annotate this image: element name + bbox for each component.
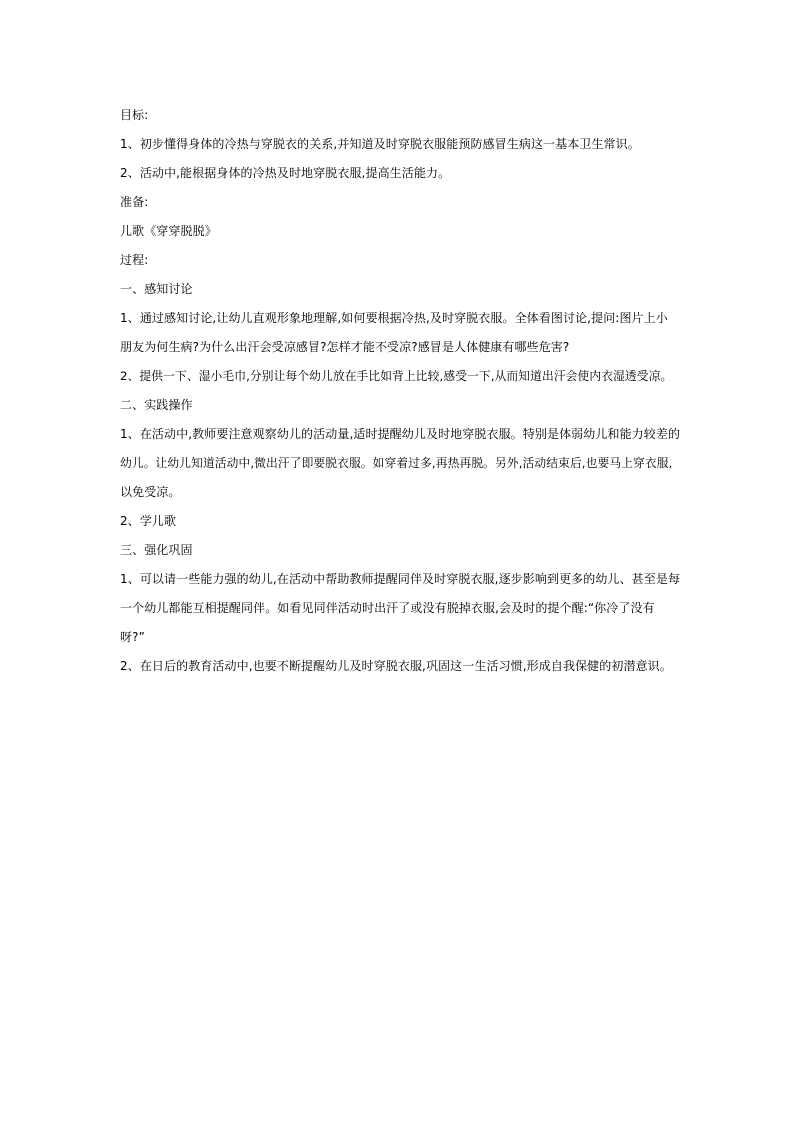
section-3-item-2: 2、在日后的教育活动中,也要不断提醒幼儿及时穿脱衣服,巩固这一生活习惯,形成自我保健的初潜意识。 (120, 659, 672, 673)
goal-item-2: 2、活动中,能根据身体的冷热及时地穿脱衣服,提高生活能力。 (120, 166, 451, 180)
section-3-item-1-line-c: 呀?” (120, 630, 145, 644)
section-3-item-1-line-a: 1、可以请一些能力强的幼儿,在活动中帮助教师提醒同伴及时穿脱衣服,逐步影响到更多的幼儿、甚至是每 (120, 572, 681, 586)
preparation-heading: 准备: (120, 195, 149, 209)
section-1-item-1-line-a: 1、通过感知讨论,让幼儿直观形象地理解,如何要根据冷热,及时穿脱衣服。全体看图讨论,提问:图片上小 (120, 311, 668, 325)
section-1-title: 一、感知讨论 (120, 282, 193, 296)
section-2-title: 二、实践操作 (120, 398, 193, 412)
goal-heading: 目标: (120, 108, 149, 122)
section-1-item-1-line-b: 朋友为何生病?为什么出汗会受凉感冒?怎样才能不受凉?感冒是人体健康有哪些危害? (120, 340, 570, 354)
preparation-item: 儿歌《穿穿脱脱》 (120, 224, 217, 238)
document-page (120, 101, 680, 681)
process-heading: 过程: (120, 253, 149, 267)
section-2-item-1-line-c: 以免受凉。 (120, 485, 181, 499)
section-1-item-2: 2、提供一下、湿小毛巾,分别让每个幼儿放在手比如背上比较,感受一下,从而知道出汗会使内衣湿透受凉。 (120, 369, 673, 383)
section-2-item-1-line-a: 1、在活动中,教师要注意观察幼儿的活动量,适时提醒幼儿及时地穿脱衣服。特别是体弱幼儿和能力较差的 (120, 427, 681, 441)
section-3-title: 三、强化巩固 (120, 543, 193, 557)
goal-item-1: 1、初步懂得身体的冷热与穿脱衣的关系,并知道及时穿脱衣服能预防感冒生病这一基本卫生常识。 (120, 137, 640, 151)
section-2-item-2: 2、学儿歌 (120, 514, 177, 528)
section-2-item-1-line-b: 幼儿。让幼儿知道活动中,微出汗了即要脱衣服。如穿着过多,再热再脱。另外,活动结束后,也要马上穿衣服, (120, 456, 673, 470)
section-3-item-1-line-b: 一个幼儿都能互相提醒同伴。如看见同伴活动时出汗了或没有脱掉衣服,会及时的提个醒:“你冷了没有 (120, 601, 655, 615)
